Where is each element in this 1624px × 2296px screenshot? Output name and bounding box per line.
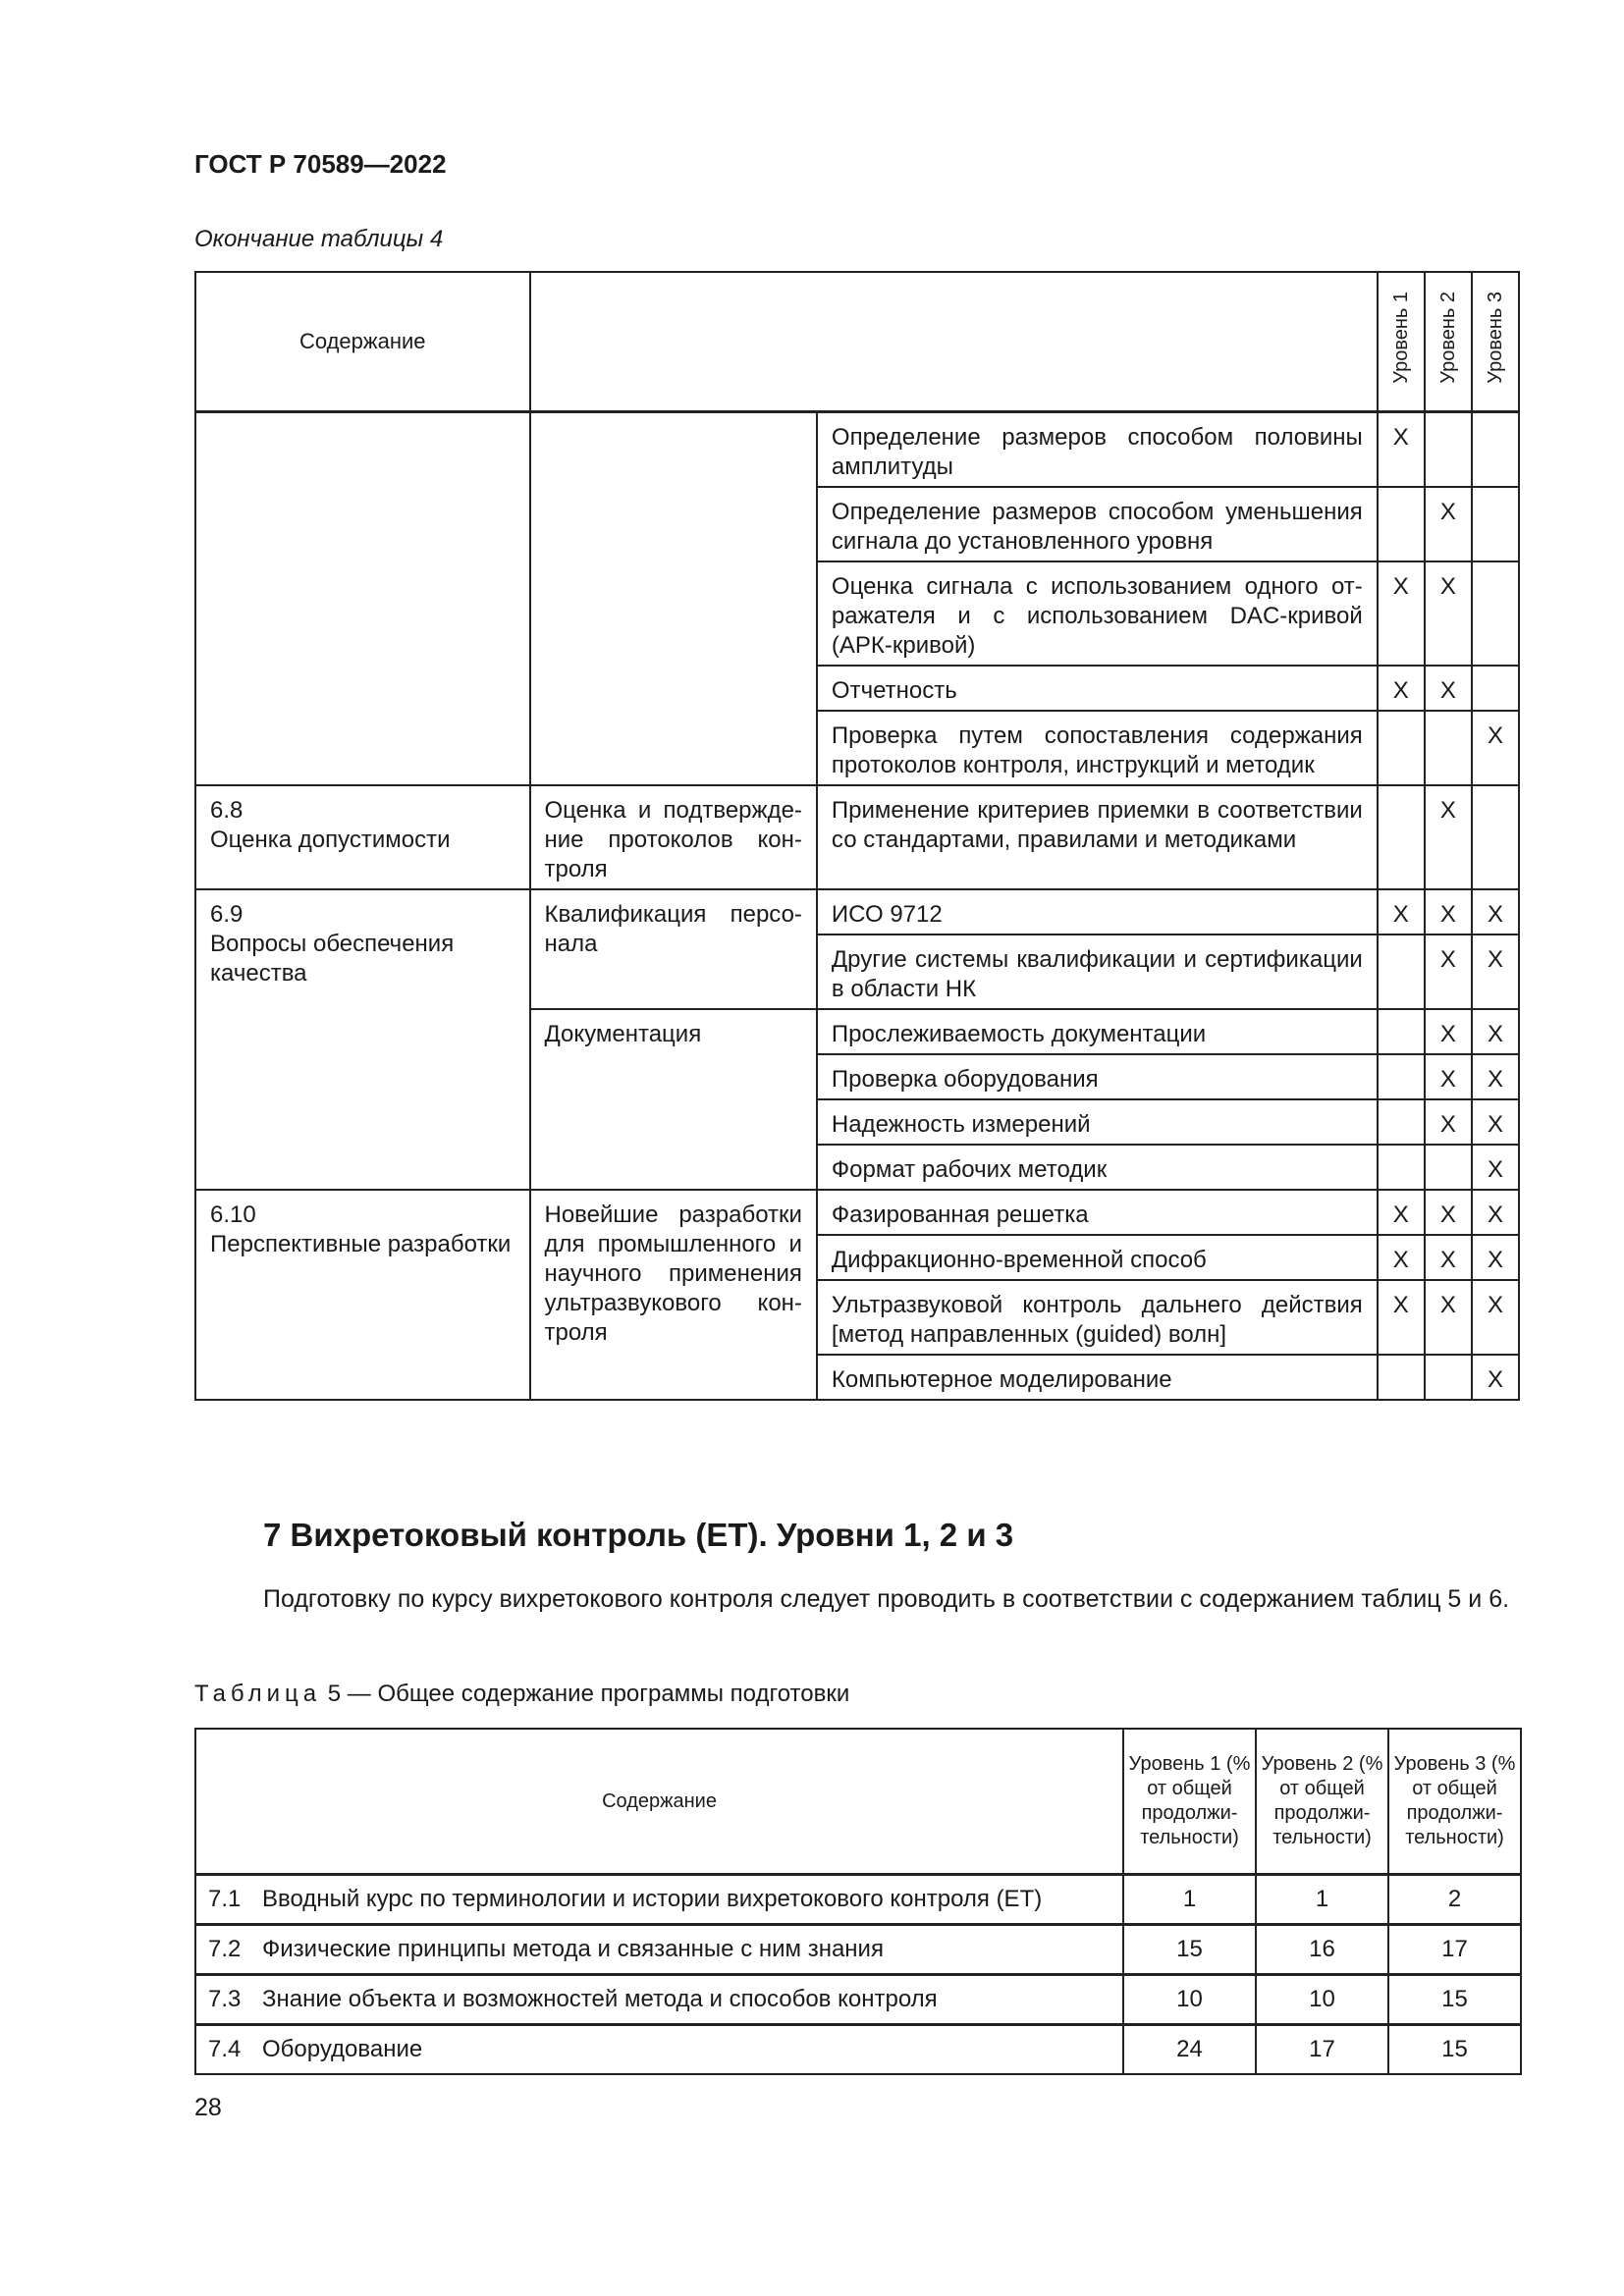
- level-2-mark: X: [1425, 487, 1472, 561]
- topic-cell-empty: [195, 412, 530, 786]
- topic-cell: [195, 1190, 530, 1400]
- item-cell: Отчетность: [817, 666, 1378, 711]
- table-row: [195, 1975, 1521, 2025]
- level-2-mark: X: [1425, 785, 1472, 889]
- row-number: 7.1: [195, 1875, 262, 1925]
- header-level-3: Уровень 3: [1472, 272, 1519, 412]
- topic-title: Вопросы обеспечения качества: [210, 931, 455, 987]
- table-row: [195, 412, 1519, 488]
- topic-number: 6.9: [210, 901, 244, 928]
- level-1-value: 24: [1123, 2025, 1256, 2075]
- subtopic-cell: Оценка и подтверждение протоколов контроля: [530, 785, 817, 889]
- level-3-mark: [1472, 561, 1519, 666]
- level-3-mark: X: [1472, 1099, 1519, 1145]
- table-row: [195, 785, 1519, 889]
- level-3-mark: [1472, 785, 1519, 889]
- level-2-mark: X: [1425, 1009, 1472, 1054]
- level-3-mark: X: [1472, 1280, 1519, 1355]
- level-2-mark: X: [1425, 934, 1472, 1009]
- level-1-value: 15: [1123, 1925, 1256, 1975]
- row-text: Знание объекта и возможностей метода и способов контроля: [262, 1975, 1123, 2025]
- header-level-2: Уровень 2: [1425, 272, 1472, 412]
- level-1-mark: [1378, 1145, 1425, 1190]
- level-1-mark: [1378, 1009, 1425, 1054]
- level-3-mark: X: [1472, 1009, 1519, 1054]
- table-5: [194, 1728, 1522, 2075]
- header-level-1: Уровень 1 (% от общей продолжительности): [1123, 1729, 1256, 1875]
- level-3-value: 17: [1388, 1925, 1521, 1975]
- level-1-value: 10: [1123, 1975, 1256, 2025]
- level-2-mark: X: [1425, 1235, 1472, 1280]
- header-level-2: Уровень 2 (% от общей продолжительности): [1256, 1729, 1388, 1875]
- header-content: Содержание: [195, 1729, 1123, 1875]
- subtopic-cell: Новейшие разработки для промышленного и научного применения ультразвукового контроля: [530, 1190, 817, 1400]
- level-2-mark: X: [1425, 1054, 1472, 1099]
- level-2-value: 17: [1256, 2025, 1388, 2075]
- item-cell: ИСО 9712: [817, 889, 1378, 934]
- level-2-value: 16: [1256, 1925, 1388, 1975]
- row-number: 7.3: [195, 1975, 262, 2025]
- table-row: [195, 2025, 1521, 2075]
- table-4: [194, 271, 1520, 1401]
- topic-title: Перспективные разработки: [210, 1231, 512, 1257]
- level-1-mark: X: [1378, 1235, 1425, 1280]
- level-3-value: 2: [1388, 1875, 1521, 1925]
- level-1-mark: [1378, 1054, 1425, 1099]
- level-3-mark: X: [1472, 1054, 1519, 1099]
- level-3-mark: [1472, 666, 1519, 711]
- header-level-1: Уровень 1: [1378, 272, 1425, 412]
- level-2-mark: [1425, 711, 1472, 785]
- level-3-mark: [1472, 412, 1519, 488]
- level-1-mark: [1378, 711, 1425, 785]
- level-1-mark: [1378, 934, 1425, 1009]
- item-cell: Ультразвуковой контроль дальнего действия [метод направленных (guided) волн]: [817, 1280, 1378, 1355]
- level-1-mark: [1378, 1355, 1425, 1400]
- level-3-value: 15: [1388, 1975, 1521, 2025]
- level-3-mark: X: [1472, 1190, 1519, 1235]
- document-header: ГОСТ Р 70589—2022: [194, 149, 447, 179]
- level-3-mark: X: [1472, 1235, 1519, 1280]
- section-paragraph: Подготовку по курсу вихретокового контроля следует проводить в соответствии с содержанием таблиц 5 и 6.: [263, 1585, 1510, 1613]
- level-1-mark: X: [1378, 561, 1425, 666]
- level-2-mark: [1425, 1355, 1472, 1400]
- level-1-mark: [1378, 1099, 1425, 1145]
- level-1-mark: X: [1378, 1280, 1425, 1355]
- row-number: 7.4: [195, 2025, 262, 2075]
- header-level-3: Уровень 3 (% от общей продолжительности): [1388, 1729, 1521, 1875]
- item-cell: Прослеживаемость документации: [817, 1009, 1378, 1054]
- level-1-mark: [1378, 487, 1425, 561]
- level-2-mark: X: [1425, 1190, 1472, 1235]
- level-3-mark: X: [1472, 1145, 1519, 1190]
- level-1-mark: X: [1378, 889, 1425, 934]
- level-2-mark: X: [1425, 666, 1472, 711]
- item-cell: Применение критериев приемки в соответствии со стандартами, правилами и методиками: [817, 785, 1378, 889]
- row-number: 7.2: [195, 1925, 262, 1975]
- subtopic-cell: Квалификация персонала: [530, 889, 817, 1009]
- table-row: [195, 1190, 1519, 1235]
- row-text: Вводный курс по терминологии и истории вихретокового контроля (ЕТ): [262, 1875, 1123, 1925]
- topic-cell: [195, 785, 530, 889]
- level-3-mark: X: [1472, 1355, 1519, 1400]
- table-continuation-label: Окончание таблицы 4: [194, 226, 444, 252]
- level-2-mark: X: [1425, 1099, 1472, 1145]
- caption-rest: 5 — Общее содержание программы подготовки: [321, 1681, 850, 1707]
- item-cell: Дифракционно-временной способ: [817, 1235, 1378, 1280]
- topic-cell: [195, 889, 530, 1190]
- item-cell: Определение размеров способом уменьшения сигнала до установленного уровня: [817, 487, 1378, 561]
- level-2-mark: [1425, 1145, 1472, 1190]
- level-1-mark: [1378, 785, 1425, 889]
- level-1-mark: X: [1378, 412, 1425, 488]
- row-text: Оборудование: [262, 2025, 1123, 2075]
- subtopic-cell: Документация: [530, 1009, 817, 1190]
- topic-number: 6.8: [210, 797, 244, 824]
- section-title: 7 Вихретоковый контроль (ЕТ). Уровни 1, 2 и 3: [263, 1517, 1014, 1553]
- table-row: [195, 1925, 1521, 1975]
- level-1-mark: X: [1378, 1190, 1425, 1235]
- level-3-mark: [1472, 487, 1519, 561]
- page-number: 28: [194, 2094, 222, 2121]
- item-cell: Оценка сигнала с использованием одного отражателя и с использованием DAC-кривой (АРК-кривой): [817, 561, 1378, 666]
- level-2-mark: [1425, 412, 1472, 488]
- item-cell: Проверка путем сопоставления содержания протоколов контроля, инструкций и методик: [817, 711, 1378, 785]
- table-row: [195, 1875, 1521, 1925]
- header-blank: [530, 272, 1378, 412]
- level-3-mark: X: [1472, 711, 1519, 785]
- level-2-value: 10: [1256, 1975, 1388, 2025]
- table-caption: [194, 1681, 849, 1708]
- row-text: Физические принципы метода и связанные с ним знания: [262, 1925, 1123, 1975]
- level-3-mark: X: [1472, 889, 1519, 934]
- item-cell: Проверка оборудования: [817, 1054, 1378, 1099]
- level-1-mark: X: [1378, 666, 1425, 711]
- item-cell: Определение размеров способом половины амплитуды: [817, 412, 1378, 488]
- level-3-mark: X: [1472, 934, 1519, 1009]
- topic-title: Оценка допустимости: [210, 827, 451, 853]
- level-3-value: 15: [1388, 2025, 1521, 2075]
- level-1-value: 1: [1123, 1875, 1256, 1925]
- table-row: [195, 889, 1519, 934]
- level-2-mark: X: [1425, 1280, 1472, 1355]
- item-cell: Компьютерное моделирование: [817, 1355, 1378, 1400]
- level-2-mark: X: [1425, 561, 1472, 666]
- header-content: Содержание: [195, 272, 530, 412]
- item-cell: Надежность измерений: [817, 1099, 1378, 1145]
- item-cell: Формат рабочих методик: [817, 1145, 1378, 1190]
- level-2-value: 1: [1256, 1875, 1388, 1925]
- table-header-row: [195, 272, 1519, 412]
- subtopic-cell-empty: [530, 412, 817, 786]
- table-header-row: [195, 1729, 1521, 1875]
- item-cell: Другие системы квалификации и сертификации в области НК: [817, 934, 1378, 1009]
- topic-number: 6.10: [210, 1201, 256, 1228]
- caption-word: Таблица: [194, 1681, 322, 1707]
- item-cell: Фазированная решетка: [817, 1190, 1378, 1235]
- level-2-mark: X: [1425, 889, 1472, 934]
